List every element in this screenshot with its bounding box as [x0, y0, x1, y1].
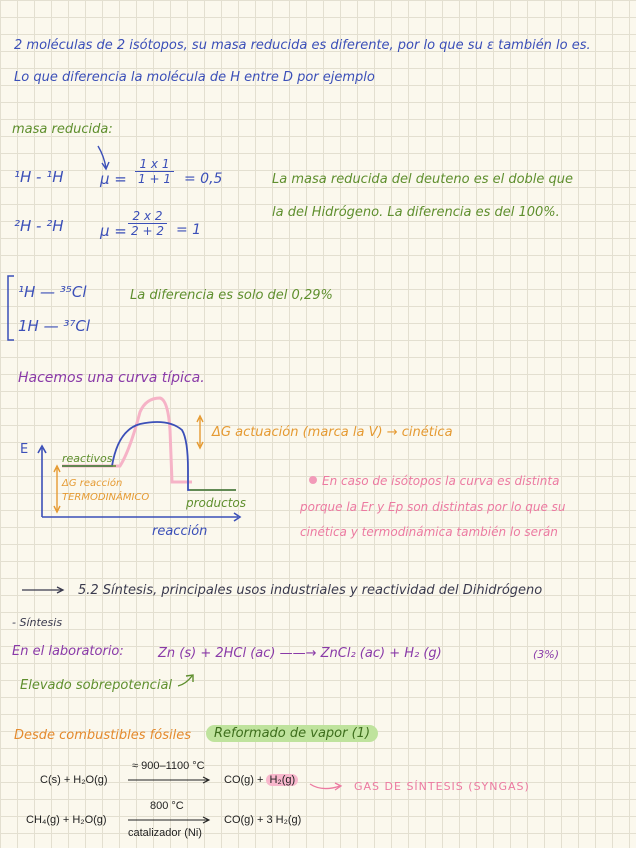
- x-axis-label: reacción: [152, 524, 208, 539]
- syngas-arrow: [310, 784, 340, 789]
- result-1: = 0,5: [184, 171, 223, 187]
- reaction-1-reactants: C(s) + H₂O(g): [40, 774, 108, 786]
- fossil-fuels-label: Desde combustibles fósiles: [14, 728, 191, 743]
- reaction-1-products: [224, 774, 298, 786]
- mu-symbol-1: μ =: [100, 170, 127, 188]
- dg-reaction-label: ΔG reacción: [62, 478, 123, 489]
- reaction-2-reactants: CH₄(g) + H₂O(g): [26, 814, 107, 826]
- syngas-label: GAS DE SÍNTESIS (SYNGAS): [354, 780, 530, 793]
- arrow-reduced-mass: [98, 146, 106, 168]
- dg-activation-label: ΔG actuación (marca la V) → cinética: [212, 425, 453, 440]
- isotope-note-line-1: En caso de isótopos la curva es distinta: [322, 474, 560, 488]
- fraction-2-numerator: 2 x 2: [128, 209, 167, 224]
- lab-percent: (3%): [533, 648, 560, 661]
- hcl-37: 1H — ³⁷Cl: [18, 317, 91, 335]
- deuterium-note-line-1: La masa reducida del deuteno es el doble que: [272, 172, 574, 187]
- synthesis-label: - Síntesis: [12, 616, 63, 629]
- isotope-note-line-2: porque la Er y Ep son distintas por lo que su: [300, 500, 566, 514]
- hcl-bracket: [8, 276, 14, 340]
- overpotential-label: Elevado sobrepotencial: [20, 678, 173, 693]
- isotope-note-line-3: cinética y termodinámica también lo serán: [300, 525, 558, 539]
- intro-line-2: Lo que diferencia la molécula de H entre D por ejemplo: [14, 70, 375, 85]
- fraction-1-numerator: 1 x 1: [135, 157, 174, 172]
- isotope-curve: [62, 398, 192, 482]
- fraction-2-denominator: 2 + 2: [131, 224, 164, 238]
- reaction-2-catalyst: catalizador (Ni): [128, 827, 202, 839]
- reaction-2-products: CO(g) + 3 H₂(g): [224, 814, 302, 826]
- molecule-d-d: ²H - ²H: [14, 217, 64, 235]
- products-label: productos: [186, 496, 247, 510]
- result-2: = 1: [176, 222, 202, 238]
- steam-reforming-tag: Reformado de vapor (1): [206, 725, 378, 742]
- chlorine-note: La diferencia es solo del 0,29%: [130, 288, 333, 303]
- hcl-35: ¹H — ³⁵Cl: [18, 283, 87, 301]
- mu-symbol-2: μ =: [100, 222, 127, 240]
- molecule-h-h: ¹H - ¹H: [14, 168, 64, 186]
- deuterium-note-line-2: la del Hidrógeno. La diferencia es del 100%.: [272, 205, 560, 220]
- reaction-1-h2-highlight: H₂(g): [266, 774, 298, 786]
- reactants-label: reactivos: [62, 452, 113, 465]
- intro-line-1: 2 moléculas de 2 isótopos, su masa reducida es diferente, por lo que su ε también lo es.: [14, 38, 591, 53]
- isotope-note-bullet: [309, 476, 317, 484]
- dg-reaction-type: TERMODINÁMICO: [62, 492, 150, 503]
- fraction-1-denominator: 1 + 1: [138, 172, 171, 186]
- section-title: 5.2 Síntesis, principales usos industriales y reactividad del Dihidrógeno: [78, 583, 543, 598]
- lab-reaction: Zn (s) + 2HCl (ac) ——→ ZnCl₂ (ac) + H₂ (g): [158, 646, 442, 661]
- overpotential-arrow: [178, 676, 192, 686]
- y-axis-label: E: [20, 442, 29, 457]
- reduced-mass-label: masa reducida:: [12, 122, 113, 137]
- reaction-1-condition: ≈ 900–1100 °C: [132, 760, 205, 772]
- reaction-1-co: CO(g) +: [224, 774, 267, 786]
- curve-heading: Hacemos una curva típica.: [18, 370, 205, 386]
- lab-label: En el laboratorio:: [12, 644, 124, 659]
- reaction-2-temperature: 800 °C: [150, 800, 184, 812]
